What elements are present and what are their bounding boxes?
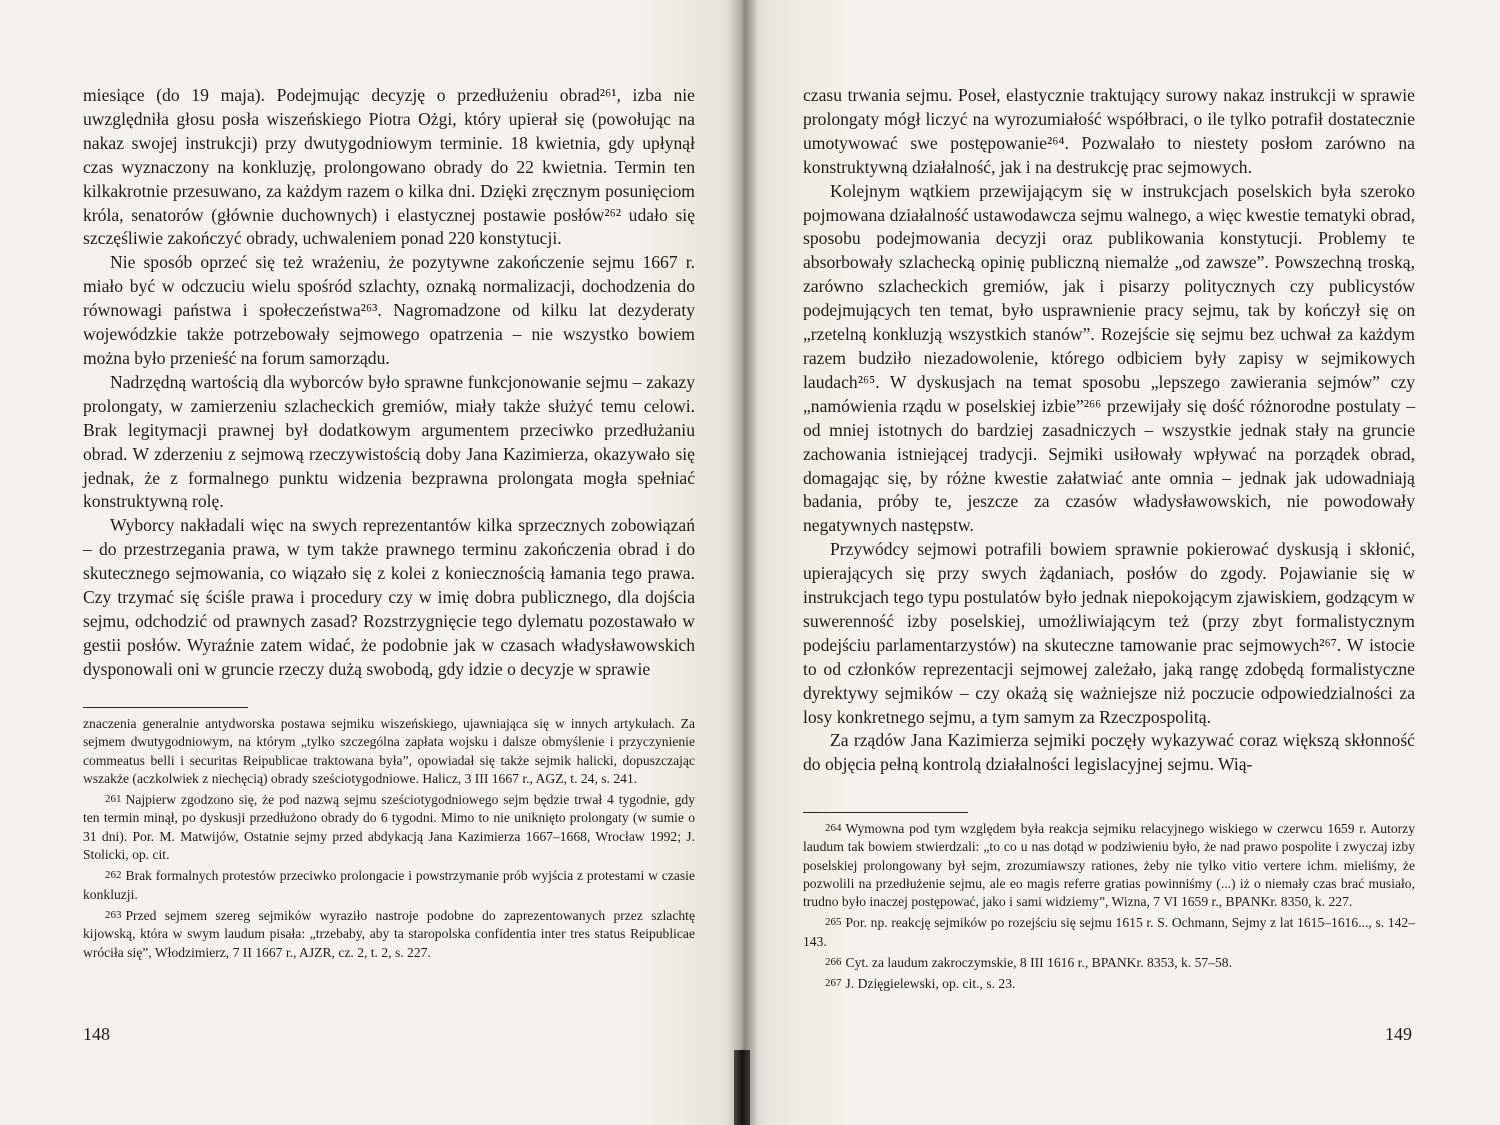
left-body-text [83,84,695,682]
book-gutter [728,0,758,1125]
footnote-number: 262 [105,869,122,882]
footnote [803,820,1415,911]
footnote-text: znaczenia generalnie antydworska postawa sejmiku wiszeńskiego, ujawniająca się w innych artykułach. Za sejmem dwutygodniowym, na którym „tylko szczególna zapłata wojsku i dalsze obmyślenie i przyczynienie commeatus belli i securitas Reipublicae traktowana była”, opowiadał się także sejmik halicki, dopuszczając wszakże (aczkolwiek z niechęcią) obrady sześciotygodniowe. Halicz, 3 III 1667 r., AGZ, t. 24, s. 241. [83,716,695,786]
paragraph: miesiące (do 19 maja). Podejmując decyzję o przedłużeniu obrad²⁶¹, izba nie uwzględniła głosu posła wiszeńskiego Piotra Ożgi, który upierał się (powołując na nakaz swojej instrukcji) przy dwutygodniowym terminie. 18 kwietnia, gdy upłynął czas wyznaczony na konkluzję, prolongowano obrady do 22 kwietnia. Termin ten kilkakrotnie przesuwano, za każdym razem o kilka dni. Dzięki zręcznym posunięciom króla, senatorów (głównie duchownych) i elastycznej postawie posłów²⁶² udało się szczęśliwie zakończyć obrady, uchwaleniem ponad 220 konstytucji. [83,85,695,249]
paragraph: Nadrzędną wartością dla wyborców było sprawne funkcjonowanie sejmu – zakazy prolongaty, w zamierzeniu szlacheckich gremiów, miały także służyć temu celowi. Brak legitymacji prawnej był dodatkowym argumentem przeciwko przedłużaniu obrad. W zderzeniu z sejmową rzeczywistością doby Jana Kazimierza, okazywało się jednak, że z formalnego punktu widzenia bezprawna prolongata mogła spełniać konstruktywną rolę. [83,371,695,512]
page-number: 148 [83,1024,110,1044]
footnote-text: Najpierw zgodzono się, że pod nazwą sejmu sześciotygodniowego sejm będzie trwał 4 tygodnie, gdy ten termin minął, po dyskusji przedłużono obrady do 6 tygodni. Mimo to nie uniknięto prolongaty (w sumie o 31 dni). Por. M. Matwijów, Ostatnie sejmy przed abdykacją Jana Kazimierza 1667–1668, Wrocław 1992; J. Stolicki, op. cit. [83,792,695,863]
paragraph: czasu trwania sejmu. Poseł, elastycznie traktujący surowy nakaz instrukcji w sprawie prolongaty mógł liczyć na wyrozumiałość współbraci, o ile tylko potrafił dostatecznie umotywować swe postępowanie²⁶⁴. Pozwalało to niestety posłom zarówno na konstruktywną działalność, jak i na destrukcję prac sejmowych. [803,85,1415,177]
right-page [745,0,1500,1125]
footnote-separator [83,707,248,708]
gutter-shadow [734,1050,750,1125]
footnote-number: 261 [105,793,122,806]
footnote-text: J. Dzięgielewski, op. cit., s. 23. [845,976,1016,992]
footnote-number: 264 [825,822,842,834]
footnote [83,791,695,864]
footnote [83,715,695,788]
footnote-text: Przed sejmem szereg sejmików wyraziło nastroje podobne do zaprezentowanych przez szlachtę kijowską, która w swym laudum pisała: „trzebaby, aby ta staropolska confidentia inter tres status Reipublicae wróciła się”, Włodzimierz, 7 II 1667 r., AJZR, cz. 2, t. 2, s. 227. [83,907,695,960]
left-page [0,0,745,1125]
page-number: 149 [1385,1024,1412,1044]
footnote-text: Cyt. za laudum zakroczymskie, 8 III 1616 r., BPANKr. 8353, k. 57–58. [845,955,1232,971]
paragraph: Kolejnym wątkiem przewijającym się w instrukcjach poselskich była szeroko pojmowana działalność ustawodawcza sejmu walnego, a więc kwestie tematyki obrad, sposobu podejmowania decyzji oraz publikowania konstytucji. Problemy te absorbowały szlachecką opinię publiczną niemalże „od zawsze”. Powszechną troską, zarówno szlacheckich gremiów, jak i pisarzy politycznych czy publicystów podejmujących ten temat, było usprawnienie pracy sejmu, tak by kończył się on „rzetelną konkluzją wszystkich stanów”. Rozejście się sejmu bez uchwał za każdym razem budziło niezadowolenie, którego odbiciem były zapisy w sejmikowych laudach²⁶⁵. W dyskusjach na temat sposobu „lepszego zawierania sejmów” czy „namówienia rządu w poselskiej izbie”²⁶⁶ przewijały się dość różnorodne postulaty – od mniej istotnych do bardziej zasadniczych – wszystkie jednak stały na gruncie zachowania istniejącej tradycji. Sejmiki usiłowały wpływać na porządek obrad, domagając się, by różne kwestie załatwiać ante omnia – jednak jak udowadniają badania, próby te, jeszcze za czasów władysławowskich, nie powodowały negatywnych następstw. [803,180,1415,536]
footnote-separator [803,812,968,813]
footnote-text: Por. np. reakcję sejmików po rozejściu się sejmu 1615 r. S. Ochmann, Sejmy z lat 1615–1616..., s. 142–143. [803,915,1415,949]
footnote [803,914,1415,951]
footnote [83,867,695,904]
paragraph: Nie sposób oprzeć się też wrażeniu, że pozytywne zakończenie sejmu 1667 r. miało być w odczuciu wielu spośród szlachty, oznaką normalizacji, dochodzenia do równowagi państwa i społeczeństwa²⁶³. Nagromadzone od kilku lat dezyderaty wojewódzkie także potrzebowały sejmowego opatrzenia – nie wszystko bowiem można było przenieść na forum samorządu. [83,252,695,368]
footnote-number: 265 [825,916,842,929]
footnote [803,975,1415,993]
footnote-text: Brak formalnych protestów przeciwko prolongacie i powstrzymanie prób wyjścia z protestami w czasie konkluzji. [83,868,695,902]
right-footnotes [803,820,1415,997]
footnote-text: Wymowna pod tym względem była reakcja sejmiku relacyjnego wiskiego w czerwcu 1659 r. Autorzy laudum tak bowiem stwierdzali: „to co u nas dotąd w podziwieniu było, że nad prawo pospolite i zwyczaj izby poselskiej prolongowany był sejm, zrozumiawszy rationes, żeby nie tylko vitio vertere ichm. mieliśmy, że pozwolili na przedłużenie sejmu, ale eo magis referre gratias powinniśmy (...) iż o niemały czas brać musiało, trudno było inaczej postępować, jako i sami widziemy”, Wizna, 7 VI 1659 r., BPANKr. 8350, k. 227. [803,821,1415,910]
left-footnotes [83,715,695,965]
footnote [83,907,695,962]
footnote-number: 263 [105,908,122,921]
footnote [803,954,1415,972]
footnote-number: 267 [825,977,842,990]
paragraph: Przywódcy sejmowi potrafili bowiem sprawnie pokierować dyskusją i skłonić, upierających się przy swych żądaniach, posłów do zgody. Pojawianie się w instrukcjach tego typu postulatów było jednak niepokojącym zjawiskiem, godzącym w suwerenność izby poselskiej, umożliwiającym też (przy zbyt formalistycznym podejściu parlamentarzystów) na skuteczne tamowanie prac sejmowych²⁶⁷. W istocie to od członków reprezentacji sejmowej zależało, jaką rangę zdobędą formalistyczne dyrektywy sejmików – czy okażą się ważniejsze niż poczucie odpowiedzialności za losy konkretnego sejmu, a tym samym za Rzeczpospolitą. [803,539,1415,727]
paragraph: Za rządów Jana Kazimierza sejmiki poczęły wykazywać coraz większą skłonność do objęcia pełną kontrolą działalności legislacyjnej sejmu. Wią- [803,730,1415,775]
right-body-text [803,84,1415,777]
footnote-number: 266 [825,956,842,969]
paragraph: Wyborcy nakładali więc na swych reprezentantów kilka sprzecznych zobowiązań – do przestrzegania prawa, w tym także prawnego terminu zakończenia obrad i do skutecznego sejmowania, co wiązało się z kolei z koniecznością łamania tego prawa. Czy trzymać się ściśle prawa i procedury czy w imię dobra publicznego, dla dojścia sejmu, odchodzić od prawnych zasad? Rozstrzygnięcie tego dylematu pozostawało w gestii posłów. Wyraźnie zatem widać, że podobnie jak w czasach władysławowskich dysponowali oni w gruncie rzeczy dużą swobodą, gdy idzie o decyzje w sprawie [83,515,695,679]
